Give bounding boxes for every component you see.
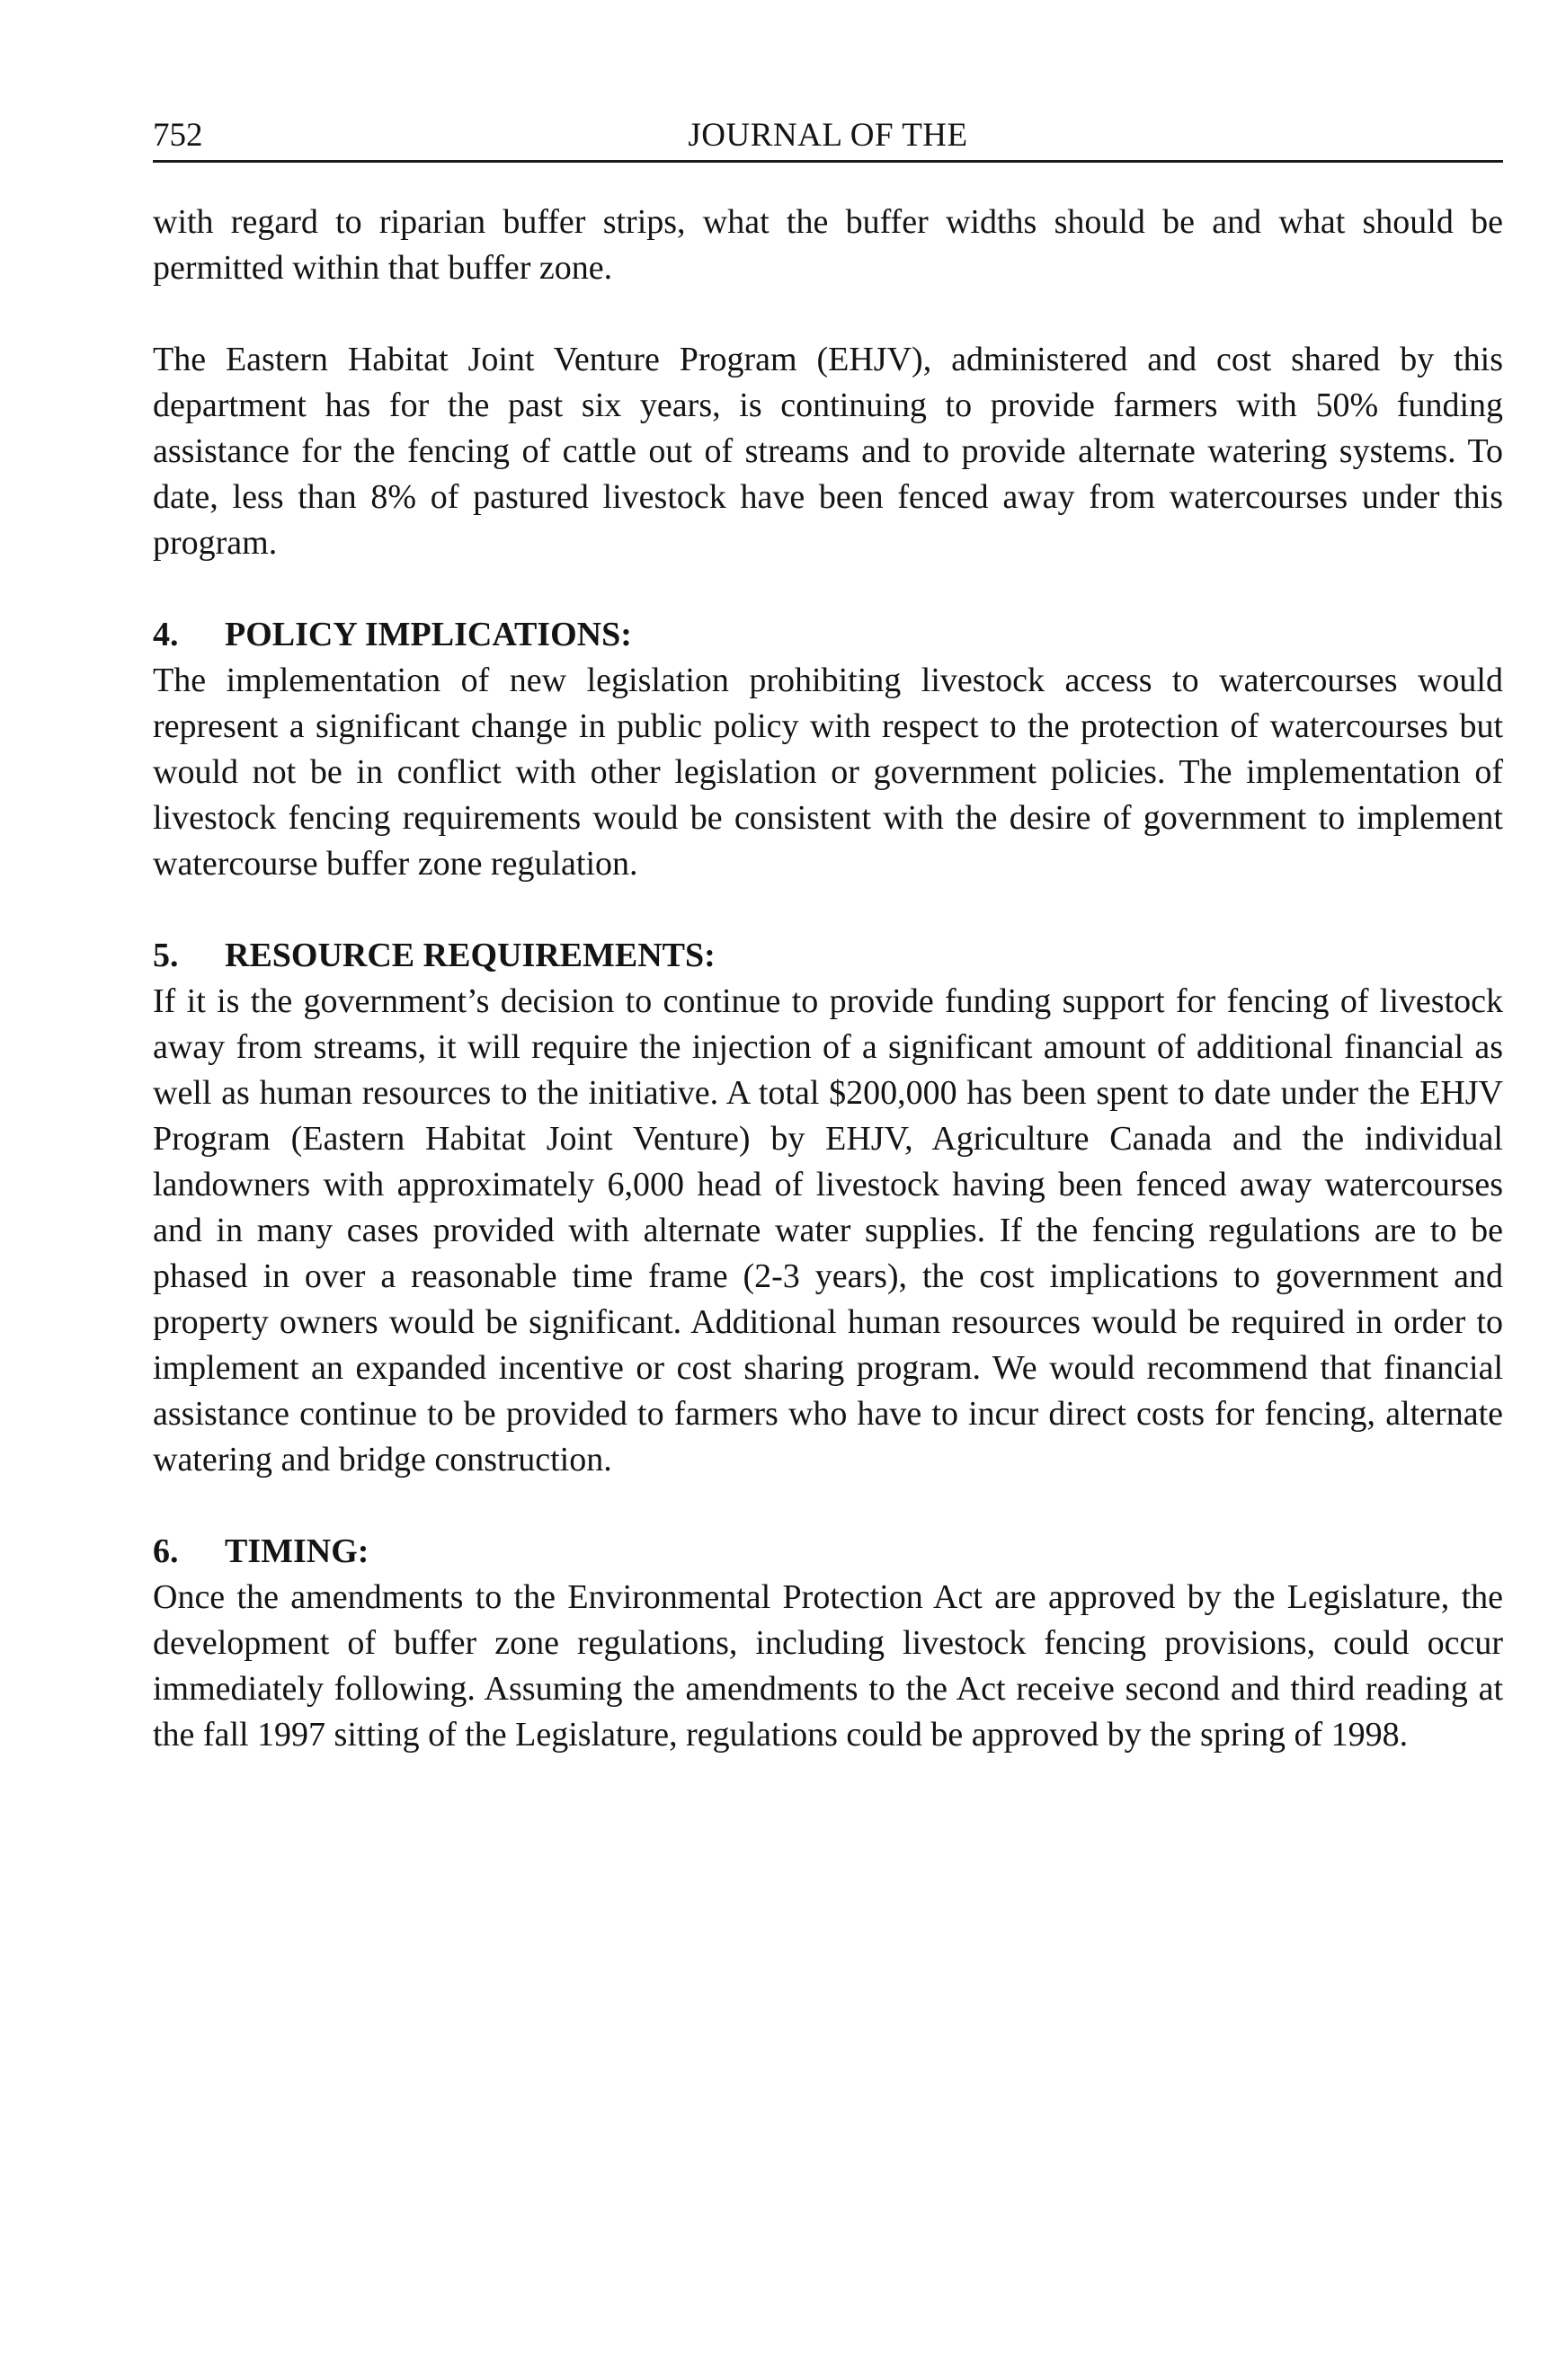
- section-number: 4.: [153, 616, 179, 653]
- page-number: 752: [153, 117, 203, 154]
- section-policy-implications: [153, 612, 1503, 887]
- section-number: 6.: [153, 1532, 179, 1570]
- section-title: RESOURCE REQUIREMENTS:: [225, 937, 716, 974]
- intro-paragraph-ehjv: The Eastern Habitat Joint Venture Program (EHJV), administered and cost shared by this department has for the past six years, is continuing to provide farmers with 50% funding assistance for the fencing of cattle out of streams and to provide alternate watering systems. To date, less than 8% of pastured livestock have been fenced away from watercourses under this program.: [153, 341, 1503, 562]
- section-title: TIMING:: [225, 1532, 369, 1570]
- section-number: 5.: [153, 937, 179, 974]
- section-text: The implementation of new legislation prohibiting livestock access to watercourses would represent a significant change in public policy with respect to the protection of watercourses but would not be in conflict with other legislation or government policies. The implementation of livestock fencing requirements would be consistent with the desire of government to implement watercourse buffer zone regulation.: [153, 662, 1503, 883]
- section-title: POLICY IMPLICATIONS:: [225, 616, 632, 653]
- page-header: [153, 115, 1503, 163]
- journal-title: JOURNAL OF THE: [688, 117, 968, 154]
- intro-paragraph-continuation: with regard to riparian buffer strips, what the buffer widths should be and what should be permitted within that buffer zone.: [153, 203, 1503, 287]
- section-text: If it is the government’s decision to continue to provide funding support for fencing of livestock away from streams, it will require the injection of a significant amount of additional financial as well as human resources to the initiative. A total $200,000 has been spent to date under the EHJV Program (Eastern Habitat Joint Venture) by EHJV, Agriculture Canada and the individual landowners with approximately 6,000 head of livestock having been fenced away watercourses and in many cases provided with alternate water supplies. If the fencing regulations are to be phased in over a reasonable time frame (2-3 years), the cost implications to government and property owners would be significant. Additional human resources would be required in order to implement an expanded incentive or cost sharing program. We would recommend that financial assistance continue to be provided to farmers who have to incur direct costs for fencing, alternate watering and bridge construction.: [153, 982, 1503, 1479]
- section-heading: [153, 933, 1503, 979]
- section-heading: [153, 612, 1503, 658]
- section-heading: [153, 1529, 1503, 1575]
- document-body: [153, 200, 1503, 1758]
- section-timing: [153, 1529, 1503, 1758]
- section-text: Once the amendments to the Environmental Protection Act are approved by the Legislature, the development of buffer zone regulations, including livestock fencing provisions, could occur immediately following. Assuming the amendments to the Act receive second and third reading at the fall 1997 sitting of the Legislature, regulations could be approved by the spring of 1998.: [153, 1578, 1503, 1754]
- section-resource-requirements: [153, 933, 1503, 1483]
